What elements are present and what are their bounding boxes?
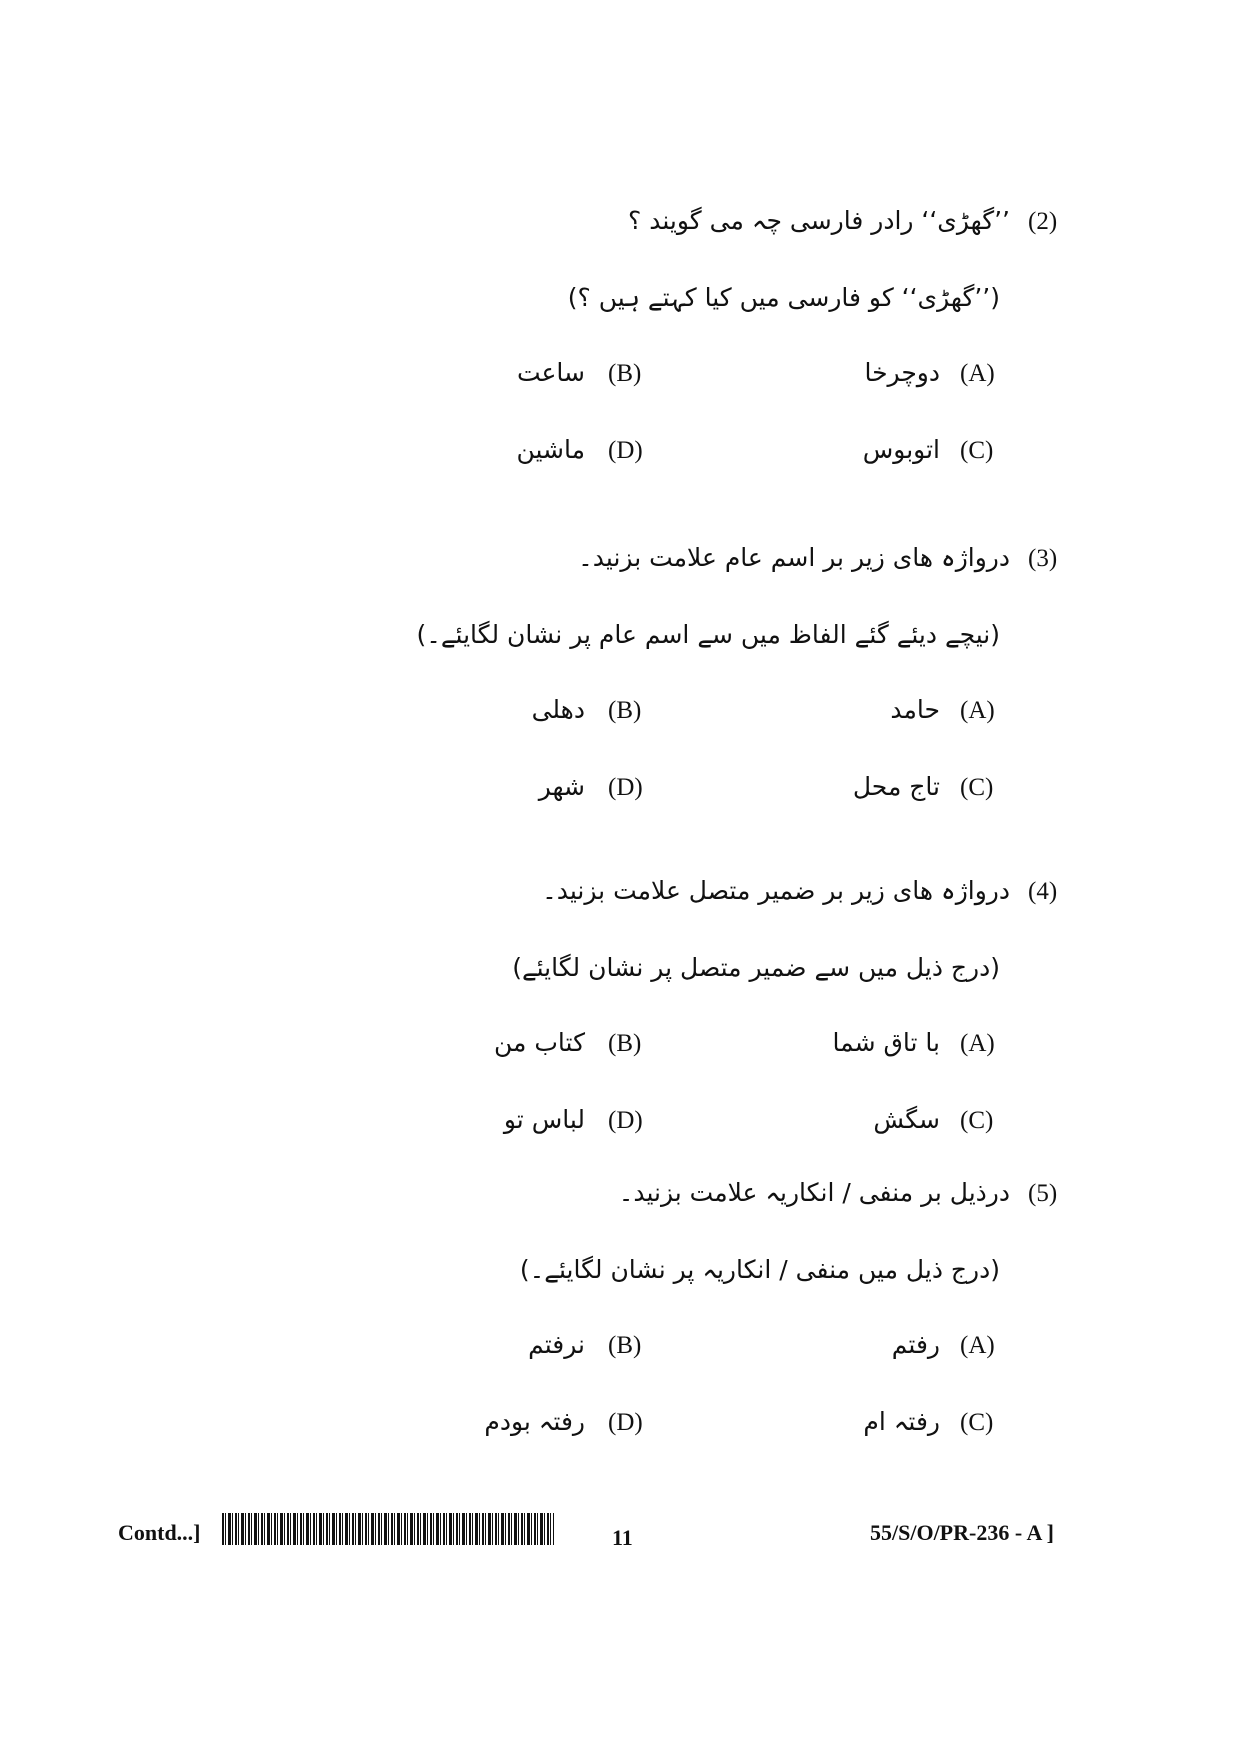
q2-option-c-label: (C) bbox=[960, 437, 994, 464]
question-3-translation: (نیچے دیئے گئے الفاظ میں سے اسم عام پر نشان لگایئے۔) bbox=[416, 620, 1000, 649]
question-3-number: (3) bbox=[1028, 545, 1058, 572]
q3-option-b-label: (B) bbox=[608, 697, 642, 724]
q4-option-b-label: (B) bbox=[608, 1030, 642, 1057]
paper-code: 55/S/O/PR-236 - A ] bbox=[870, 1520, 1054, 1545]
q2-option-b-label: (B) bbox=[608, 360, 642, 387]
q4-option-b-text: کتاب من bbox=[494, 1028, 585, 1057]
q5-option-c-text: رفتہ ام bbox=[863, 1407, 940, 1436]
question-5-number: (5) bbox=[1028, 1180, 1058, 1207]
q2-option-d-label: (D) bbox=[608, 437, 643, 464]
q4-option-a-text: با تاق شما bbox=[832, 1028, 940, 1057]
question-2-translation: (’’گھڑی‘‘ کو فارسی میں کیا کہتے ہیں ؟) bbox=[567, 283, 1000, 312]
question-2-number: (2) bbox=[1028, 208, 1058, 235]
q3-option-a-label: (A) bbox=[960, 697, 995, 724]
question-3-text: درواژہ ھای زیر بر اسم عام علامت بزنید۔ bbox=[578, 543, 1010, 572]
page-number: 11 bbox=[612, 1525, 633, 1550]
q2-option-d-text: ماشین bbox=[516, 435, 585, 464]
q4-option-a-label: (A) bbox=[960, 1030, 995, 1057]
q5-option-d-text: رفتہ بودم bbox=[484, 1407, 585, 1436]
question-5-text: درذیل بر منفی / انکاریہ علامت بزنید۔ bbox=[618, 1178, 1010, 1207]
q3-option-d-text: شھر bbox=[538, 772, 585, 801]
q4-option-c-text: سگش bbox=[873, 1105, 940, 1134]
q5-option-a-text: رفتم bbox=[891, 1330, 940, 1359]
q5-option-b-label: (B) bbox=[608, 1332, 642, 1359]
q4-option-d-text: لباس تو bbox=[503, 1105, 585, 1134]
q3-option-d-label: (D) bbox=[608, 774, 643, 801]
q4-option-d-label: (D) bbox=[608, 1107, 643, 1134]
q3-option-a-text: حامد bbox=[890, 695, 940, 724]
question-5-translation: (درج ذیل میں منفی / انکاریہ پر نشان لگایئے۔) bbox=[519, 1255, 1000, 1284]
question-4-text: درواژہ ھای زیر بر ضمیر متصل علامت بزنید۔ bbox=[542, 876, 1010, 905]
q2-option-a-text: دوچرخا bbox=[864, 358, 940, 387]
q5-option-b-text: نرفتم bbox=[528, 1330, 585, 1359]
q2-option-a-label: (A) bbox=[960, 360, 995, 387]
q2-option-c-text: اتوبوس bbox=[862, 435, 940, 464]
barcode-icon bbox=[222, 1513, 554, 1545]
q3-option-c-text: تاج محل bbox=[852, 772, 940, 801]
question-4-number: (4) bbox=[1028, 878, 1058, 905]
q2-option-b-text: ساعت bbox=[516, 358, 585, 387]
q4-option-c-label: (C) bbox=[960, 1107, 994, 1134]
q3-option-c-label: (C) bbox=[960, 774, 994, 801]
question-2-text: ’’گھڑی‘‘ رادر فارسی چہ می گویند ؟ bbox=[628, 206, 1010, 235]
q3-option-b-text: دھلی bbox=[531, 695, 585, 724]
q5-option-a-label: (A) bbox=[960, 1332, 995, 1359]
question-4-translation: (درج ذیل میں سے ضمیر متصل پر نشان لگایئے) bbox=[512, 953, 1000, 982]
q5-option-c-label: (C) bbox=[960, 1409, 994, 1436]
contd-label: Contd...] bbox=[118, 1520, 201, 1545]
q5-option-d-label: (D) bbox=[608, 1409, 643, 1436]
